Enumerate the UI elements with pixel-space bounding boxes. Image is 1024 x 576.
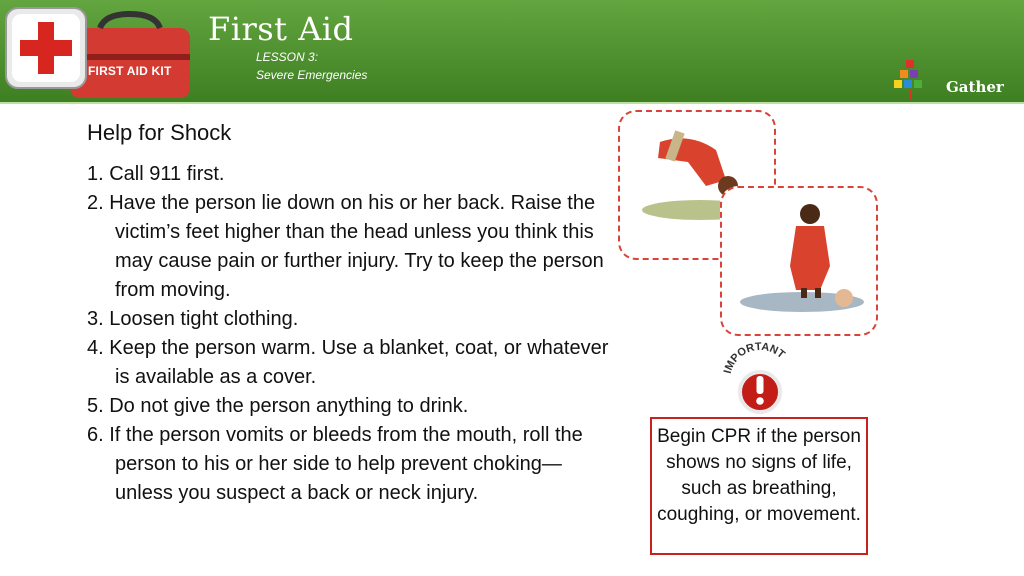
list-item: 3. Loosen tight clothing. [87, 308, 299, 330]
rescuer-cpr-illustration [722, 188, 876, 334]
list-item: 4. Keep the person warm. Use a blanket, coat, or whatever is available as a cover. [87, 337, 609, 388]
list-item: 1. Call 911 first. [87, 163, 225, 185]
important-badge-icon [720, 340, 800, 416]
svg-text:IMPORTANT [722, 341, 787, 375]
header-banner [0, 0, 1024, 104]
steps-list [87, 160, 617, 508]
lesson-topic: Severe Emergencies [256, 68, 368, 82]
section-heading: Help for Shock [87, 120, 232, 145]
gather-logo-icon [890, 58, 930, 100]
cpr-note-box: Begin CPR if the person shows no signs of life, such as breathing, coughing, or movement. [650, 417, 868, 555]
lesson-number: LESSON 3: [256, 50, 319, 64]
first-aid-kit-label: FIRST AID KIT [88, 64, 172, 78]
first-aid-kit-icon [0, 0, 200, 102]
list-item: 5. Do not give the person anything to drink. [87, 395, 469, 417]
brand-name: Gather [946, 78, 1004, 96]
important-badge-text: IMPORTANT [721, 340, 787, 375]
list-item: 6. If the person vomits or bleeds from the mouth, roll the person to his or her side to help prevent choking—unless you suspect a back or neck injury. [87, 424, 583, 504]
page-title: First Aid [208, 10, 354, 48]
list-item: 2. Have the person lie down on his or her back. Raise the victim’s feet higher than the head unless you think this may cause pain or further injury. Try to keep the person from moving. [87, 192, 604, 301]
cpr-illustration [720, 186, 878, 336]
lesson-caption [256, 48, 367, 84]
